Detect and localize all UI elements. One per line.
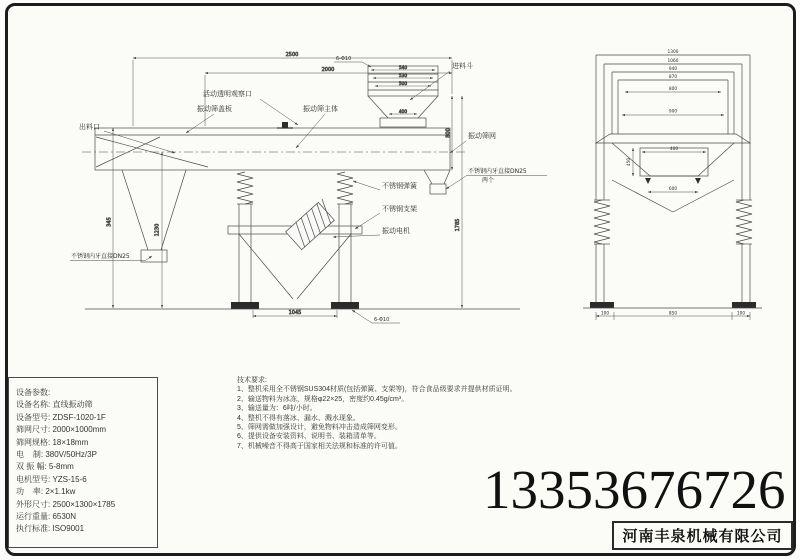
dim-hopper-w1: 540 <box>398 65 408 71</box>
dim-side-w3: 940 <box>668 67 678 72</box>
label-holes-top: 6-Φ10 <box>336 56 352 62</box>
label-dn25-right-qty: 两个 <box>482 177 495 184</box>
label-support: 不锈钢支架 <box>382 205 417 213</box>
param-line: 筛网尺寸: 2000×1000mm <box>16 425 107 435</box>
tech-item: 3、输送量为：6吨/小时。 <box>237 405 317 413</box>
dim-hopper-w3: 500 <box>398 81 408 87</box>
tech-item: 6、提供设备安装资料、说明书、装箱清单等。 <box>237 433 381 441</box>
inspection-handle <box>282 122 288 128</box>
dim-side-foot-right: 100 <box>736 311 746 317</box>
left-outlet-chute <box>122 170 186 262</box>
param-line: 运行重量: 6530N <box>16 512 77 522</box>
param-line: 执行标准: ISO9001 <box>16 524 85 534</box>
label-observation-port: 活动透明观察口 <box>203 90 252 98</box>
dim-outlet-height: 345 <box>106 217 113 227</box>
support-frame <box>228 204 362 302</box>
label-outlet: 出料口 <box>79 123 100 131</box>
param-line: 外形尺寸: 2500×1300×1785 <box>16 499 116 509</box>
parameters-title: 设备参数: <box>16 388 51 397</box>
dim-side-w1: 1300 <box>667 50 679 55</box>
dim-side-trough-h: 450 <box>627 157 632 167</box>
dim-screen-width: 2000 <box>321 67 335 73</box>
spring-front-right <box>337 172 353 204</box>
label-feed-hopper: 进料斗 <box>452 62 473 70</box>
spring-front-left <box>237 172 253 204</box>
dim-leg-height: 1230 <box>154 223 161 237</box>
foot-right <box>331 302 359 309</box>
spring-side-left <box>594 200 610 244</box>
tech-item: 1、整机采用全不锈钢SUS304材质(包括弹簧、支架等)，符合食品级要求并提供材质证明。 <box>237 386 517 394</box>
param-line: 功 率: 2×1.1kw <box>16 487 76 497</box>
label-cover-plate: 振动筛盖板 <box>197 105 232 113</box>
param-line: 电 制: 380V/50Hz/3P <box>16 450 97 460</box>
dim-hopper-w2: 530 <box>398 73 408 79</box>
dim-side-w5: 800 <box>668 87 678 92</box>
right-dn25-stub <box>424 170 450 194</box>
dim-foot-span: 1045 <box>288 310 302 316</box>
label-motor: 振动电机 <box>382 227 410 235</box>
dim-overall-width: 2500 <box>285 52 299 58</box>
label-dn25-left: 不锈钢内牙直接DN25 <box>71 253 130 260</box>
label-dn25-right: 不锈钢内牙直接DN25 <box>468 168 527 175</box>
phone-number: 13353676726 <box>483 459 786 520</box>
foot-left <box>231 302 259 309</box>
param-line: 设备型号: ZDSF-1020-1F <box>16 412 106 422</box>
dim-total-height: 1785 <box>455 218 461 232</box>
dim-side-trough-w: 400 <box>669 147 679 152</box>
label-holes-bottom: 6-Φ10 <box>374 317 390 323</box>
company-name: 河南丰泉机械有限公司 <box>622 529 783 545</box>
vibration-motor <box>286 199 338 250</box>
technical-requirements <box>237 376 547 451</box>
tech-item: 5、筛网需做加强设计，避免物料冲击造成筛网变形。 <box>237 424 402 432</box>
dim-hopper-height: 800 <box>445 128 452 138</box>
tech-item: 4、整机不得有落冰、漏水、溅水现象。 <box>237 414 360 422</box>
dim-side-body-w: 900 <box>668 109 678 115</box>
dim-hopper-mouth: 400 <box>398 109 408 115</box>
equipment-parameters-box <box>8 377 158 548</box>
front-view <box>70 52 547 323</box>
dim-side-foot-left: 100 <box>600 311 610 317</box>
dim-side-foot-mid: 850 <box>668 311 678 317</box>
dim-side-spring-span: 600 <box>668 187 678 192</box>
spring-side-right <box>736 200 752 244</box>
param-line: 设备名称: 直线振动筛 <box>16 400 93 410</box>
screen-body <box>82 122 468 170</box>
label-spring: 不锈钢弹簧 <box>382 182 417 190</box>
company-name-box <box>612 521 793 550</box>
param-line: 筛网规格: 18×18mm <box>16 437 89 447</box>
param-line: 双 振 幅: 5-8mm <box>16 462 74 472</box>
label-main-body: 振动筛主体 <box>303 105 338 113</box>
label-screen-mesh: 振动筛网 <box>468 132 496 140</box>
tech-item: 2、输送物料为冰冻，规格φ22×25，密度约0.45g/cm³。 <box>237 395 409 403</box>
tech-title: 技术要求: <box>237 377 267 384</box>
dim-side-w4: 870 <box>668 75 678 80</box>
dim-side-w2: 1060 <box>667 59 679 64</box>
param-line: 电机型号: YZS-15-6 <box>16 474 87 484</box>
tech-item: 7、机械噪音不得高于国家相关法规和标准的许可值。 <box>237 442 402 450</box>
